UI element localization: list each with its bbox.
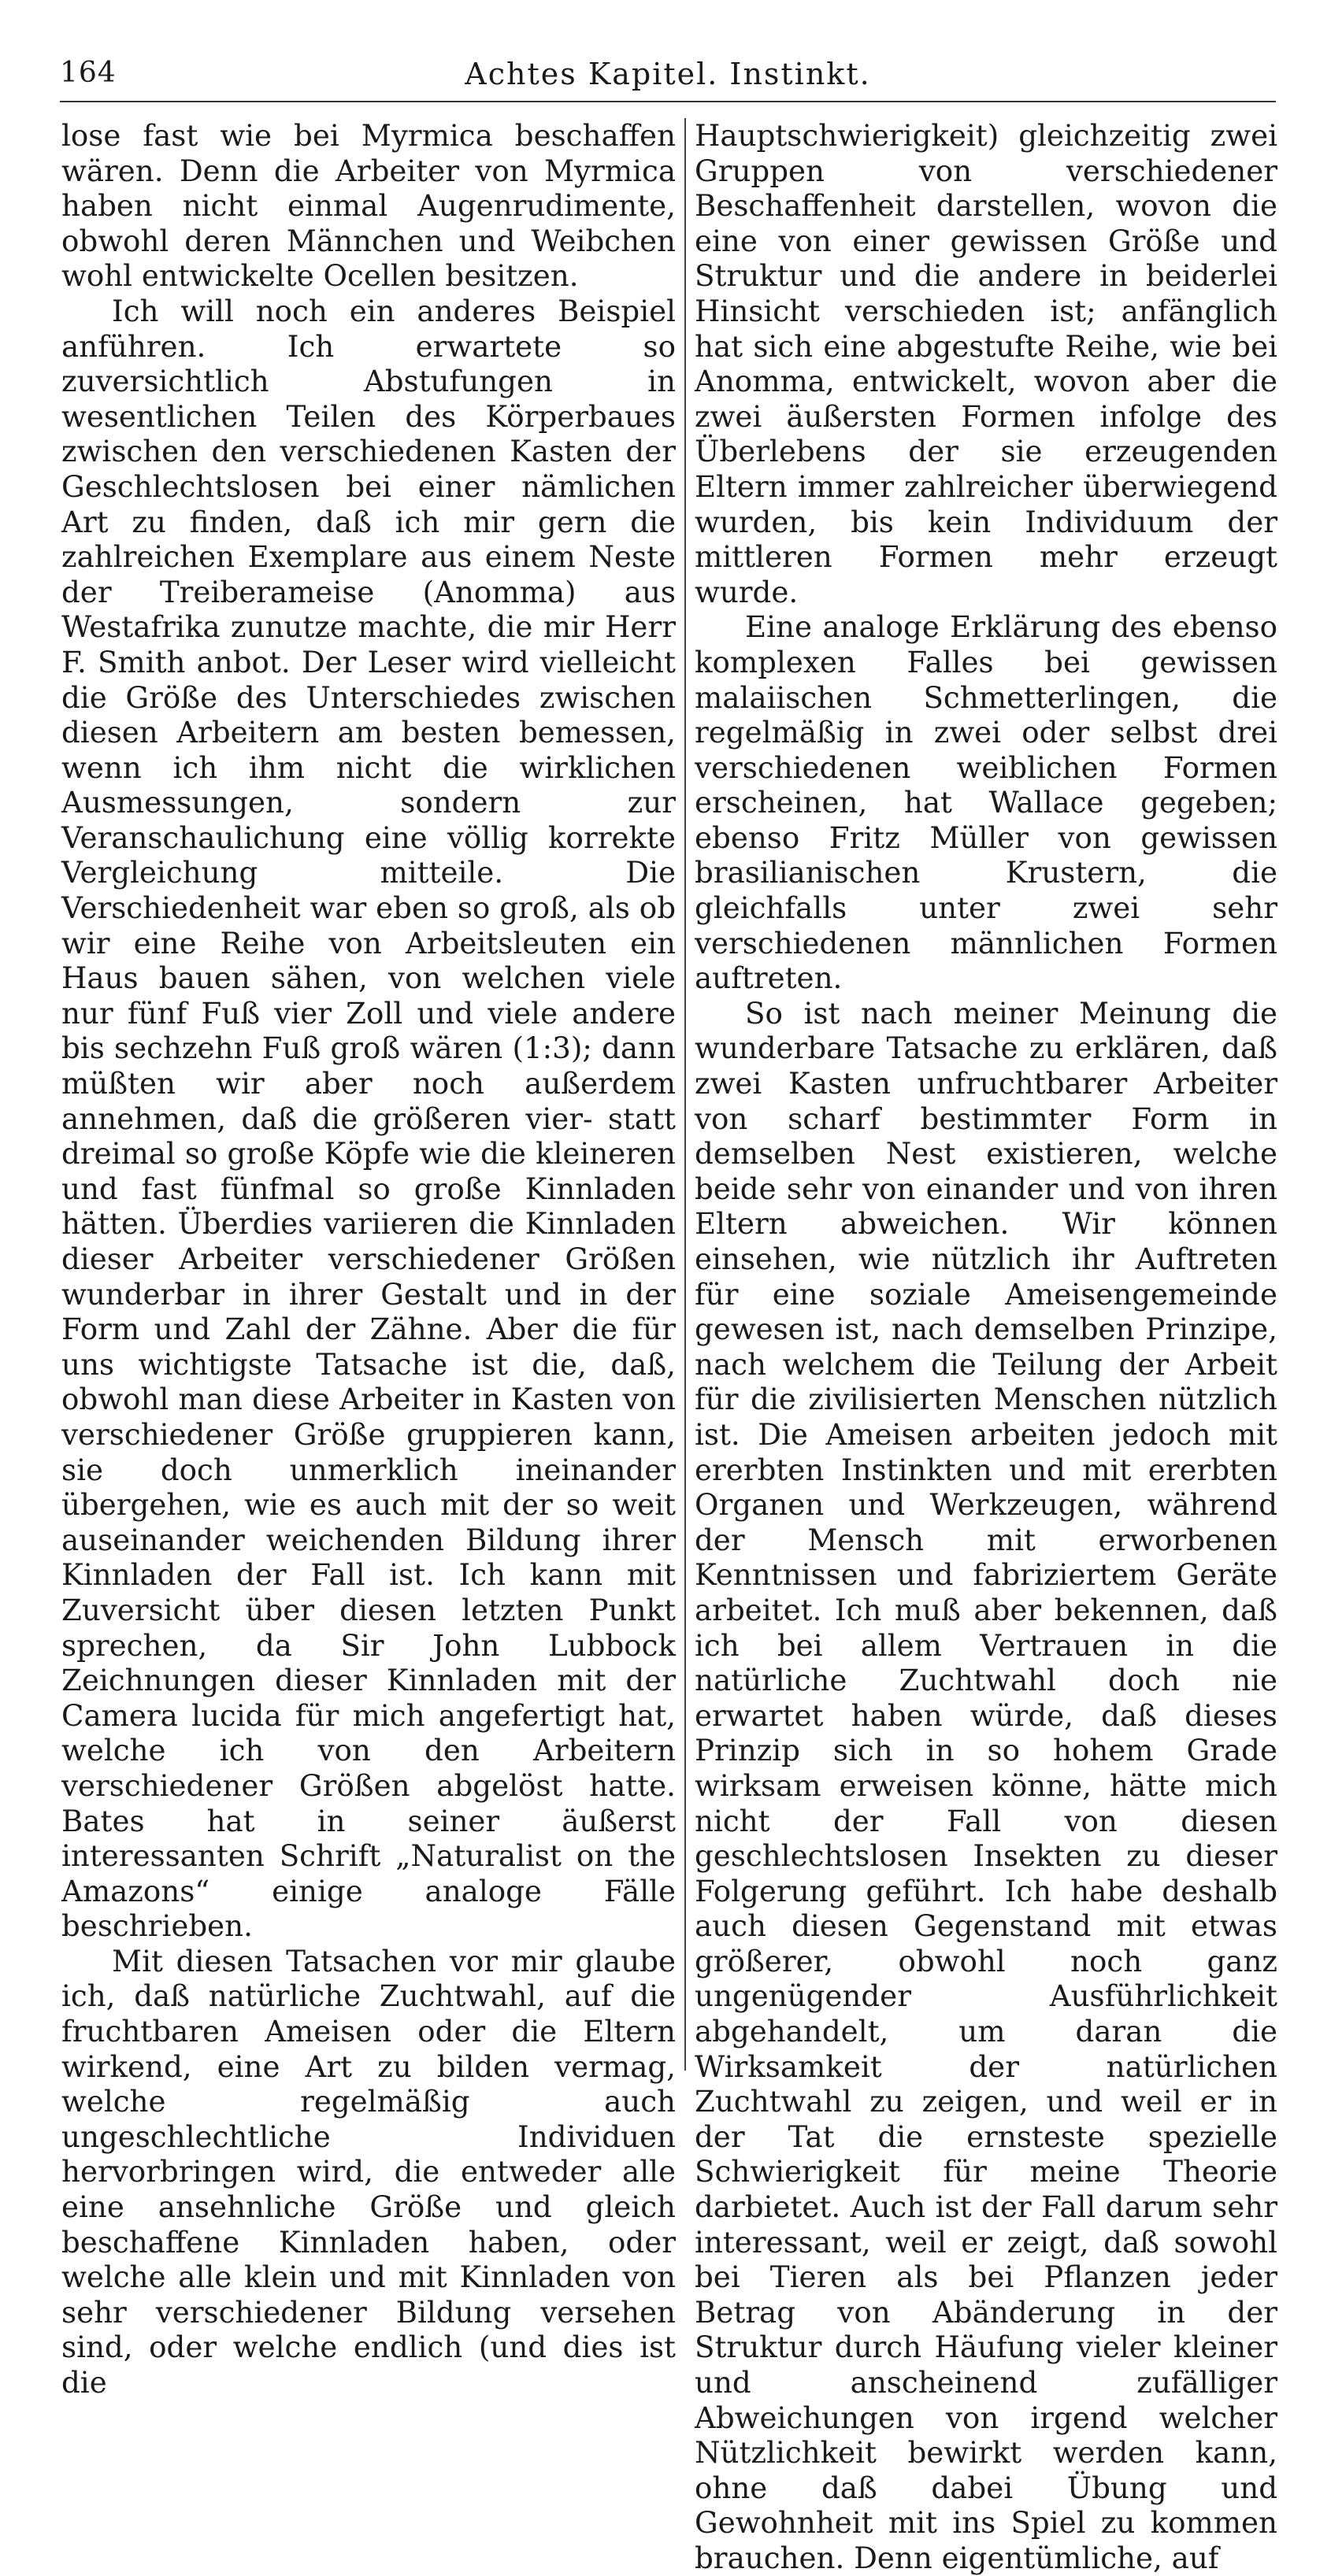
- paragraph: Eine analoge Erklärung des ebenso komplexen Falles bei gewissen malaiischen Schmetterlingen, die regelmäßig in zwei oder selbst drei verschiedenen weiblichen Formen erscheinen, hat Wallace gegeben; ebenso Fritz Müller von gewissen brasilianischen Krustern, die gleichfalls unter zwei sehr verschiedenen männlichen Formen auftreten.: [695, 609, 1277, 996]
- paragraph: lose fast wie bei Myrmica beschaffen wären. Denn die Arbeiter von Myrmica haben nicht einmal Augenrudimente, obwohl deren Männchen und Weibchen wohl entwickelte Ocellen besitzen.: [61, 118, 676, 294]
- paragraph: So ist nach meiner Meinung die wunderbare Tatsache zu erklären, daß zwei Kasten unfruchtbarer Arbeiter von scharf bestimmter Form in demselben Nest existieren, welche beide sehr von einander und von ihren Eltern abweichen. Wir können einsehen, wie nützlich ihr Auftreten für eine soziale Ameisengemeinde gewesen ist, nach demselben Prinzipe, nach welchem die Teilung der Arbeit für die zivilisierten Menschen nützlich ist. Die Ameisen arbeiten jedoch mit ererbten Instinkten und mit ererbten Organen und Werkzeugen, während der Mensch mit erworbenen Kenntnissen und fabriziertem Geräte arbeitet. Ich muß aber bekennen, daß ich bei allem Vertrauen in die natürliche Zuchtwahl doch nie erwartet haben würde, daß dieses Prinzip sich in so hohem Grade wirksam erweisen könne, hätte mich nicht der Fall von diesen geschlechtslosen Insekten zu dieser Folgerung geführt. Ich habe deshalb auch diesen Gegenstand mit etwas größerer, obwohl noch ganz ungenügender Ausführlichkeit abgehandelt, um daran die Wirksamkeit der natürlichen Zuchtwahl zu zeigen, und weil er in der Tat die ernsteste spezielle Schwierigkeit für meine Theorie darbietet. Auch ist der Fall darum sehr interessant, weil er zeigt, daß sowohl bei Tieren als bei Pflanzen jeder Betrag von Abänderung in der Struktur durch Häufung vieler kleiner und anscheinend zufälliger Abweichungen von irgend welcher Nützlichkeit bewirkt werden kann, ohne daß dabei Übung und Gewohnheit mit ins Spiel zu kommen brauchen. Denn eigentümliche, auf: [695, 995, 1277, 2575]
- paragraph: Hauptschwierigkeit) gleichzeitig zwei Gruppen von verschiedener Beschaffenheit darstellen, wovon die eine von einer gewissen Größe und Struktur und die andere in beiderlei Hinsicht verschieden ist; anfänglich hat sich eine abgestufte Reihe, wie bei Anomma, entwickelt, wovon aber die zwei äußersten Formen infolge des Überlebens der sie erzeugenden Eltern immer zahlreicher überwiegend wurden, bis kein Individuum der mittleren Formen mehr erzeugt wurde.: [695, 118, 1277, 609]
- paragraph: Mit diesen Tatsachen vor mir glaube ich, daß natürliche Zuchtwahl, auf die fruchtbaren Ameisen oder die Eltern wirkend, eine Art zu bilden vermag, welche regelmäßig auch ungeschlechtliche Individuen hervorbringen wird, die entweder alle eine ansehnliche Größe und gleich beschaffene Kinnladen haben, oder welche alle klein und mit Kinnladen von sehr verschiedener Bildung versehen sind, oder welche endlich (und dies ist die: [61, 1943, 676, 2400]
- right-column: [695, 118, 1277, 2576]
- running-head: Achtes Kapitel. Instinkt.: [465, 57, 871, 91]
- page-header: [60, 54, 1276, 102]
- paragraph: Ich will noch ein anderes Beispiel anführen. Ich erwartete so zuversichtlich Abstufungen in wesentlichen Teilen des Körperbaues zwischen den verschiedenen Kasten der Geschlechtslosen bei einer nämlichen Art zu finden, daß ich mir gern die zahlreichen Exemplare aus einem Neste der Treiberameise (Anomma) aus Westafrika zunutze machte, die mir Herr F. Smith anbot. Der Leser wird vielleicht die Größe des Unterschiedes zwischen diesen Arbeitern am besten bemessen, wenn ich ihm nicht die wirklichen Ausmessungen, sondern zur Veranschaulichung eine völlig korrekte Vergleichung mitteile. Die Verschiedenheit war eben so groß, als ob wir eine Reihe von Arbeitsleuten ein Haus bauen sähen, von welchen viele nur fünf Fuß vier Zoll und viele andere bis sechzehn Fuß groß wären (1:3); dann müßten wir aber noch außerdem annehmen, daß die größeren vier- statt dreimal so große Köpfe wie die kleineren und fast fünfmal so große Kinnladen hätten. Überdies variieren die Kinnladen dieser Arbeiter verschiedener Größen wunderbar in ihrer Gestalt und in der Form und Zahl der Zähne. Aber die für uns wichtigste Tatsache ist die, daß, obwohl man diese Arbeiter in Kasten von verschiedener Größe gruppieren kann, sie doch unmerklich ineinander übergehen, wie es auch mit der so weit auseinander weichenden Bildung ihrer Kinnladen der Fall ist. Ich kann mit Zuversicht über diesen letzten Punkt sprechen, da Sir John Lubbock Zeichnungen dieser Kinnladen mit der Camera lucida für mich angefertigt hat, welche ich von den Arbeitern verschiedener Größen abgelöst hatte. Bates hat in seiner äußerst interessanten Schrift „Naturalist on the Amazons“ einige analoge Fälle beschrieben.: [61, 293, 676, 1944]
- column-divider: [684, 118, 686, 2071]
- left-column: [61, 118, 676, 2400]
- page-number: 164: [60, 57, 117, 89]
